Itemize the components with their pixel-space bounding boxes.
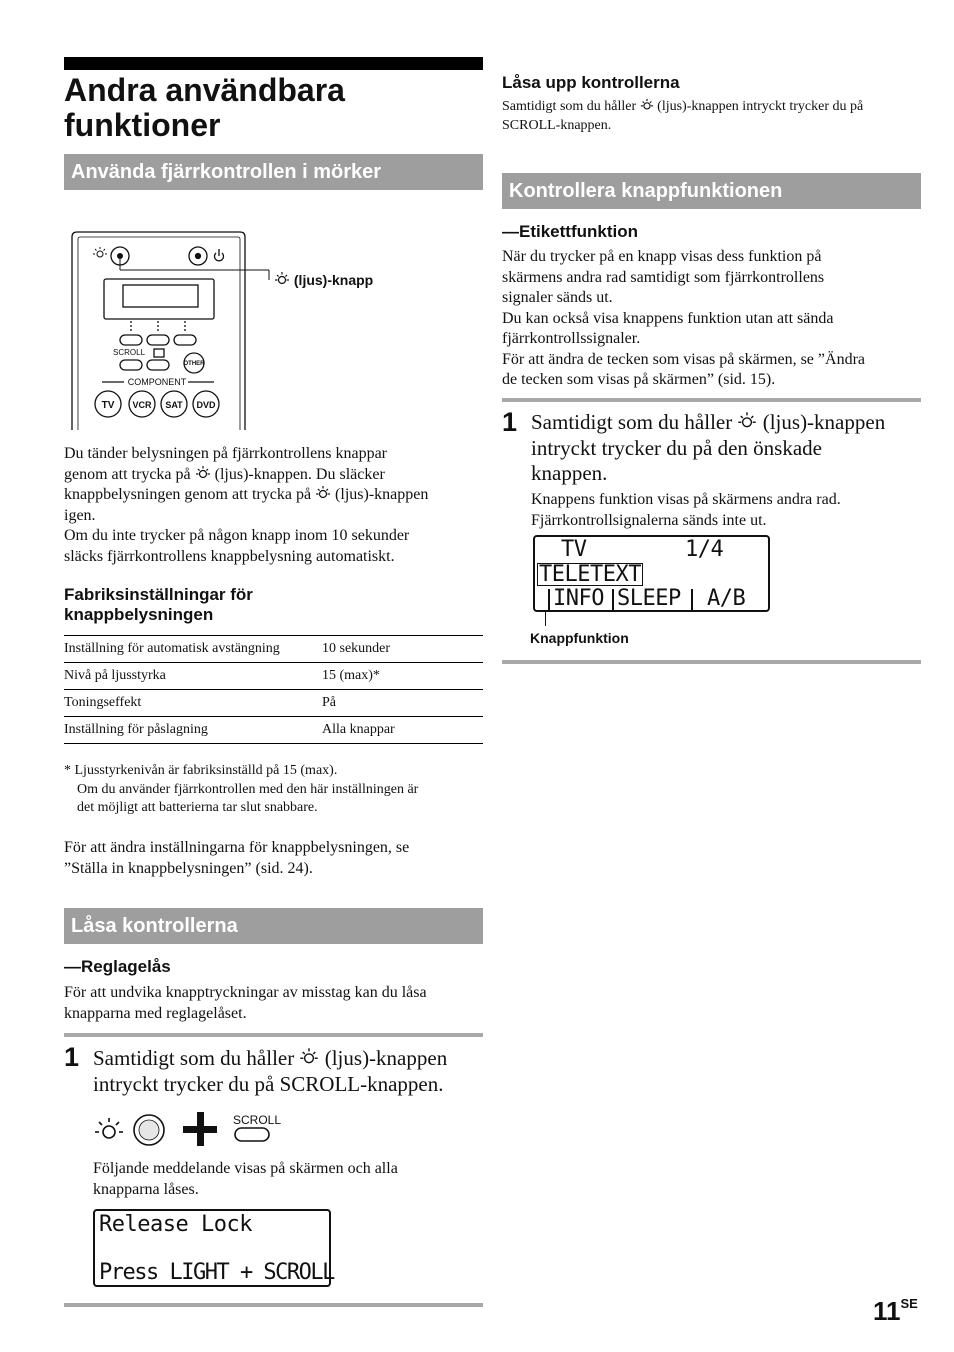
lcd-row1-right: 1/4 (685, 537, 724, 562)
lcd-row1-left: TV (561, 537, 587, 562)
page-number-value: 11 (873, 1296, 901, 1326)
text-fragment: genom att trycka på (64, 465, 191, 483)
text-line: SCROLL-knappen. (502, 118, 612, 133)
text-fragment: (ljus)-knappen (762, 410, 886, 434)
top-rule (64, 57, 483, 70)
lock-step-text (93, 1045, 488, 1097)
text-line: knapparna med reglagelåset. (64, 1004, 247, 1022)
text-line (93, 1045, 488, 1071)
light-icon (315, 485, 331, 501)
lock-intro (64, 983, 484, 1024)
text-fragment: Samtidigt som du håller (502, 99, 637, 114)
lcd-separator (612, 589, 614, 610)
light-button-inner (139, 1120, 159, 1140)
text-line (502, 97, 927, 116)
light-icon (299, 1047, 319, 1067)
light-icon (640, 98, 654, 112)
text-line: Du kan också visa knappens funktion utan att sända (502, 309, 834, 327)
text-line: fjärrkontrollssignaler. (502, 330, 641, 347)
table-cell-value: 15 (max)* (322, 663, 483, 690)
remote-tv-button: TV (101, 400, 115, 411)
light-button-callout (274, 271, 373, 288)
text-line: skärmens andra rad samtidigt som fjärrkontrollens (502, 268, 825, 286)
dark-paragraph (64, 444, 489, 567)
light-plus-scroll-illustration (93, 1108, 283, 1158)
step-divider (64, 1033, 483, 1037)
text-line: intryckt trycker du på den önskade (531, 435, 822, 460)
table-cell-value: 10 sekunder (322, 636, 483, 663)
text-line: knappen. (531, 461, 608, 485)
scroll-button (235, 1128, 269, 1141)
step-divider (502, 398, 921, 402)
lcd-separator (691, 589, 693, 610)
text-fragment: (ljus)-knappen (335, 486, 429, 503)
text-line: intryckt trycker du på SCROLL-knappen. (93, 1072, 444, 1096)
lcd-row3-ab: A/B (707, 586, 746, 611)
table-cell-setting: Inställning för påslagning (64, 717, 322, 744)
section-heading-dark: Använda fjärrkontrollen i mörker (64, 154, 483, 190)
text-line: Fjärrkontrollsignalerna sänds inte ut. (531, 511, 767, 529)
lcd-row3-sleep: SLEEP (617, 586, 681, 611)
callout-line (545, 610, 546, 626)
table-row (64, 636, 483, 663)
unlock-text (502, 97, 927, 135)
factory-heading-line: Fabriksinställningar för (64, 585, 253, 604)
text-fragment: knappbelysningen genom att trycka på (64, 486, 312, 503)
lcd-row3-info: INFO (553, 586, 604, 611)
page-number-suffix: SE (900, 1296, 918, 1311)
footnote-line: det möjligt att batterierna tar slut snabbare. (77, 800, 318, 815)
footnote-line: * Ljusstyrkenivån är fabriksinställd på 15 (max). (64, 763, 338, 778)
table-row (64, 663, 483, 690)
light-button-callout-text: (ljus)-knapp (293, 272, 374, 288)
section-end-rule (502, 660, 921, 664)
remote-control-illustration (64, 225, 464, 430)
plus-icon (183, 1112, 217, 1146)
page-number (873, 1296, 918, 1327)
table-row (64, 690, 483, 717)
lcd-row2-teletext: TELETEXT (539, 562, 641, 587)
text-line (64, 465, 489, 486)
label-result (531, 490, 926, 531)
remote-sat-button: SAT (165, 400, 183, 410)
remote-dvd-button: DVD (196, 400, 216, 410)
text-line: de tecken som visas på skärmen” (sid. 15). (502, 371, 776, 388)
text-line: För att ändra inställningarna för knappbelysningen, se (64, 839, 410, 856)
factory-settings-table (64, 635, 483, 744)
text-line: Om du inte trycker på någon knapp inom 10 sekunder (64, 527, 410, 544)
remote-vcr-button: VCR (132, 400, 152, 410)
text-fragment: Samtidigt som du håller (93, 1046, 295, 1070)
remote-component-label: COMPONENT (127, 377, 187, 387)
light-icon (95, 1118, 123, 1138)
text-line: Du tänder belysningen på fjärrkontrollens knappar (64, 445, 388, 462)
label-subheading: —Etikettfunktion (502, 222, 638, 241)
table-cell-value: På (322, 690, 483, 717)
text-line: släcks fjärrkontrollens knappbelysning automatiskt. (64, 547, 395, 565)
table-cell-setting: Nivå på ljusstyrka (64, 663, 322, 690)
text-line: signaler sänds ut. (502, 289, 613, 306)
remote-scroll-label: SCROLL (113, 348, 146, 357)
section-heading-label: Kontrollera knappfunktionen (502, 173, 921, 209)
lcd-cursor-bar (548, 589, 550, 610)
text-fragment: (ljus)-knappen intryckt trycker du på (657, 99, 864, 114)
knappfunktion-callout: Knappfunktion (530, 630, 629, 646)
release-lock-display (93, 1209, 334, 1287)
text-line (64, 485, 489, 506)
label-paragraph (502, 247, 927, 391)
text-fragment: (ljus)-knappen. Du släcker (214, 465, 385, 483)
label-step-text (531, 410, 926, 487)
text-line: Knappens funktion visas på skärmens andra rad. (531, 491, 841, 508)
light-icon (274, 271, 290, 287)
unlock-heading: Låsa upp kontrollerna (502, 73, 680, 92)
text-line: När du trycker på en knapp visas dess funktion på (502, 248, 822, 265)
table-cell-setting: Inställning för automatisk avstängning (64, 636, 322, 663)
footnote-line: Om du använder fjärrkontrollen med den här inställningen är (77, 781, 419, 797)
factory-heading (64, 585, 253, 625)
light-icon (737, 411, 757, 431)
scroll-label: SCROLL (233, 1113, 282, 1127)
lcd-line-1: Release Lock (99, 1212, 252, 1237)
text-line: För att undvika knapptryckningar av misstag kan du låsa (64, 984, 427, 1001)
lock-subheading: —Reglagelås (64, 957, 171, 976)
change-note (64, 838, 484, 879)
text-fragment: Samtidigt som du håller (531, 410, 733, 434)
table-row (64, 717, 483, 744)
text-line: Följande meddelande visas på skärmen och alla (93, 1160, 398, 1177)
section-heading-lock: Låsa kontrollerna (64, 908, 483, 944)
section-end-rule (64, 1303, 483, 1307)
lcd-line-2: Press LIGHT + SCROLL (99, 1260, 334, 1285)
table-cell-setting: Toningseffekt (64, 690, 322, 717)
text-line (531, 410, 926, 436)
table-cell-value: Alla knappar (322, 717, 483, 744)
text-line: igen. (64, 506, 96, 524)
label-function-display (533, 535, 770, 612)
page-title: Andra användbara funktioner (64, 72, 345, 143)
lock-result (93, 1159, 488, 1200)
label-step-number: 1 (502, 407, 518, 437)
text-line: För att ändra de tecken som visas på skärmen, se ”Ändra (502, 350, 865, 368)
lock-step-number: 1 (64, 1042, 80, 1072)
footnote (64, 762, 484, 818)
remote-other-label: OTHER (183, 361, 205, 367)
light-icon (195, 465, 211, 481)
text-line: knapparna låses. (93, 1180, 199, 1198)
factory-heading-line: knappbelysningen (64, 605, 214, 624)
text-line: ”Ställa in knappbelysningen” (sid. 24). (64, 859, 313, 877)
text-fragment: (ljus)-knappen (324, 1046, 448, 1070)
